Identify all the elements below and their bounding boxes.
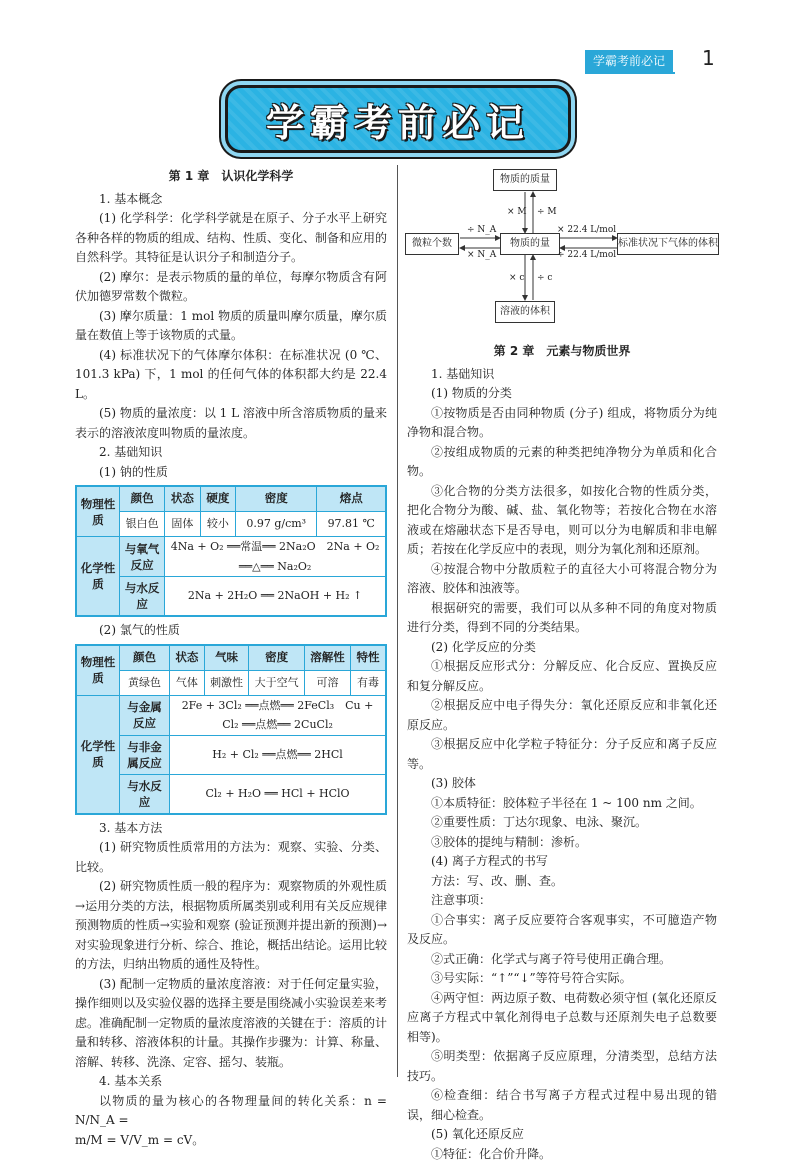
table-cell: 较小: [200, 512, 235, 537]
box-particles: 微粒个数: [405, 233, 459, 255]
label-mul-m: × M: [507, 207, 527, 217]
subsection-title: (2) 氯气的性质: [75, 621, 387, 641]
section-title: 1. 基础知识: [407, 365, 717, 385]
column-divider: [397, 165, 398, 1077]
label-mul-na: × N_A: [467, 250, 496, 260]
table-cell: 物理性质: [76, 645, 120, 696]
label-div-m: ÷ M: [537, 207, 557, 217]
table-cell: 化学性质: [76, 695, 120, 814]
subsection-title: (2) 化学反应的分类: [407, 638, 717, 658]
paragraph: (4) 标准状况下的气体摩尔体积：在标准状况 (0 ℃、101.3 kPa) 下，1 mol 的任何气体的体积都大约是 22.4 L。: [75, 346, 387, 405]
box-solution-volume: 溶液的体积: [495, 301, 555, 323]
box-gas-volume: 标准状况下气体的体积: [617, 233, 719, 255]
table-cell: 与非金属反应: [120, 735, 170, 774]
paragraph: ③根据反应中化学粒子特征分：分子反应和离子反应等。: [407, 735, 717, 774]
box-amount: 物质的量: [500, 233, 560, 255]
sodium-properties-table: [75, 485, 387, 617]
paragraph: ⑥检查细：结合书写离子方程式过程中易出现的错误，细心检查。: [407, 1086, 717, 1125]
subsection-title: (1) 钠的性质: [75, 463, 387, 483]
table-header: 硬度: [200, 486, 235, 512]
table-cell: 97.81 ℃: [317, 512, 386, 537]
label-mul-c: × c: [509, 273, 524, 283]
paragraph: (2) 摩尔：是表示物质的量的单位，每摩尔物质含有阿伏加德罗常数个微粒。: [75, 268, 387, 307]
paragraph: 以物质的量为核心的各物理量间的转化关系：n = N/N_A =: [75, 1092, 387, 1131]
paragraph: ③化合物的分类方法很多，如按化合物的性质分类，把化合物分为酸、碱、盐、氧化物等；若按化合物在水溶液或在熔融状态下是否导电，则可以分为电解质和非电解质；若按在化学反应中的表现，则分为氧化剂和还原剂。: [407, 482, 717, 560]
paragraph: ①按物质是否由同种物质 (分子) 组成，将物质分为纯净物和混合物。: [407, 404, 717, 443]
table-header: 溶解性: [304, 645, 350, 671]
subsection-title: (3) 胶体: [407, 774, 717, 794]
table-cell: 与水反应: [120, 774, 170, 814]
table-header: 熔点: [317, 486, 386, 512]
chapter1-title: 第 1 章 认识化学科学: [75, 167, 387, 187]
paragraph: ④按混合物中分散质粒子的直径大小可将混合物分为溶液、胶体和浊液等。: [407, 560, 717, 599]
table-cell: 刺激性: [204, 670, 249, 695]
equation-cell: H₂ + Cl₂ ══点燃══ 2HCl: [170, 735, 386, 774]
label-div-22: ÷ 22.4 L/mol: [557, 250, 616, 260]
mole-relation-diagram: [405, 165, 720, 325]
header-tag: 学霸考前必记: [585, 50, 673, 72]
table-header: 密度: [236, 486, 317, 512]
equation-cell: Cl₂ + H₂O ══ HCl + HClO: [170, 774, 386, 814]
table-cell: 有毒: [351, 670, 386, 695]
paragraph: ③号实际：“↑”“↓”等符号符合实际。: [407, 969, 717, 989]
table-cell: 固体: [165, 512, 200, 537]
paragraph: ③胶体的提纯与精制：渗析。: [407, 833, 717, 853]
paragraph: (3) 摩尔质量：1 mol 物质的质量叫摩尔质量，摩尔质量在数值上等于该物质的式量。: [75, 307, 387, 346]
header-rule: [585, 72, 675, 74]
table-cell: 与金属反应: [120, 695, 170, 735]
paragraph: 注意事项：: [407, 891, 717, 911]
paragraph: ①根据反应形式分：分解反应、化合反应、置换反应和复分解反应。: [407, 657, 717, 696]
table-cell: 化学性质: [76, 537, 120, 617]
paragraph: ②按组成物质的元素的种类把纯净物分为单质和化合物。: [407, 443, 717, 482]
table-header: 气味: [204, 645, 249, 671]
label-div-c: ÷ c: [537, 273, 552, 283]
table-header: 颜色: [120, 645, 170, 671]
table-cell: 与水反应: [120, 577, 165, 617]
chlorine-properties-table: [75, 644, 387, 815]
paragraph: (5) 物质的量浓度：以 1 L 溶液中所含溶质物质的量来表示的溶液浓度叫物质的量浓度。: [75, 404, 387, 443]
section-title: 1. 基本概念: [75, 190, 387, 210]
equation-cell: 2Fe + 3Cl₂ ══点燃══ 2FeCl₃ Cu + Cl₂ ══点燃══ 2CuCl₂: [170, 695, 386, 735]
title-banner: [225, 85, 571, 153]
table-header: 特性: [351, 645, 386, 671]
paragraph: ④两守恒：两边原子数、电荷数必须守恒 (氧化还原反应离子方程式中氧化剂得电子总数与还原剂失电子总数要相等)。: [407, 989, 717, 1048]
right-column: [407, 340, 717, 1164]
table-header: 状态: [170, 645, 205, 671]
box-mass: 物质的质量: [493, 169, 557, 191]
subsection-title: (5) 氧化还原反应: [407, 1125, 717, 1145]
table-header: 密度: [249, 645, 305, 671]
subsection-title: (1) 物质的分类: [407, 384, 717, 404]
subsection-title: (4) 离子方程式的书写: [407, 852, 717, 872]
table-header: 颜色: [120, 486, 165, 512]
section-title: 3. 基本方法: [75, 819, 387, 839]
paragraph: (2) 研究物质性质一般的程序为：观察物质的外观性质→运用分类的方法，根据物质所属类别或利用有关反应规律预测物质的性质→实验和观察 (验证预测并提出新的预测)→对实验现象进行分析、综合、推论，概括出结论。运用比较的方法，归纳出物质的通性及特性。: [75, 877, 387, 975]
paragraph: (1) 化学科学：化学科学就是在原子、分子水平上研究各种各样的物质的组成、结构、性质、变化、制备和应用的自然科学。其特征是认识分子和制造分子。: [75, 209, 387, 268]
table-cell: 黄绿色: [120, 670, 170, 695]
paragraph: ①特征：化合价升降。: [407, 1145, 717, 1164]
paragraph: ①合事实：离子反应要符合客观事实，不可臆造产物及反应。: [407, 911, 717, 950]
section-title: 4. 基本关系: [75, 1072, 387, 1092]
label-mul-22: × 22.4 L/mol: [557, 225, 616, 235]
table-cell: 银白色: [120, 512, 165, 537]
paragraph: ①本质特征：胶体粒子半径在 1 ~ 100 nm 之间。: [407, 794, 717, 814]
equation-cell: 2Na + 2H₂O ══ 2NaOH + H₂ ↑: [165, 577, 386, 617]
table-cell: 0.97 g/cm³: [236, 512, 317, 537]
paragraph: ②式正确：化学式与离子符号使用正确合理。: [407, 950, 717, 970]
paragraph: (3) 配制一定物质的量浓度溶液：对于任何定量实验，操作细则以及实验仪器的选择主要是围绕减小实验误差来考虑。准确配制一定物质的量浓度溶液的关键在于：溶质的计量和转移、溶液体积的计量。其操作步骤为：计算、称量、溶解、转移、洗涤、定容、摇匀、装瓶。: [75, 975, 387, 1073]
table-cell: 与氧气反应: [120, 537, 165, 577]
table-cell: 气体: [170, 670, 205, 695]
table-cell: 大于空气: [249, 670, 305, 695]
paragraph: m/M = V/V_m = cV。: [75, 1131, 387, 1151]
section-title: 2. 基础知识: [75, 443, 387, 463]
paragraph: ②重要性质：丁达尔现象、电泳、聚沉。: [407, 813, 717, 833]
left-column: [75, 165, 387, 1150]
chapter2-title: 第 2 章 元素与物质世界: [407, 342, 717, 362]
paragraph: 方法：写、改、删、查。: [407, 872, 717, 892]
table-cell: 可溶: [304, 670, 350, 695]
table-cell: 物理性质: [76, 486, 120, 537]
paragraph: ②根据反应中电子得失分：氧化还原反应和非氧化还原反应。: [407, 696, 717, 735]
label-div-na: ÷ N_A: [467, 225, 496, 235]
banner-title: 学霸考前必记: [228, 92, 568, 147]
equation-cell: 4Na + O₂ ══常温══ 2Na₂O 2Na + O₂ ══△══ Na₂O₂: [165, 537, 386, 577]
paragraph: ⑤明类型：依据离子反应原理，分清类型，总结方法技巧。: [407, 1047, 717, 1086]
paragraph: (1) 研究物质性质常用的方法为：观察、实验、分类、比较。: [75, 838, 387, 877]
paragraph: 根据研究的需要，我们可以从多种不同的角度对物质进行分类，得到不同的分类结果。: [407, 599, 717, 638]
table-header: 状态: [165, 486, 200, 512]
page-number: 1: [702, 46, 715, 70]
